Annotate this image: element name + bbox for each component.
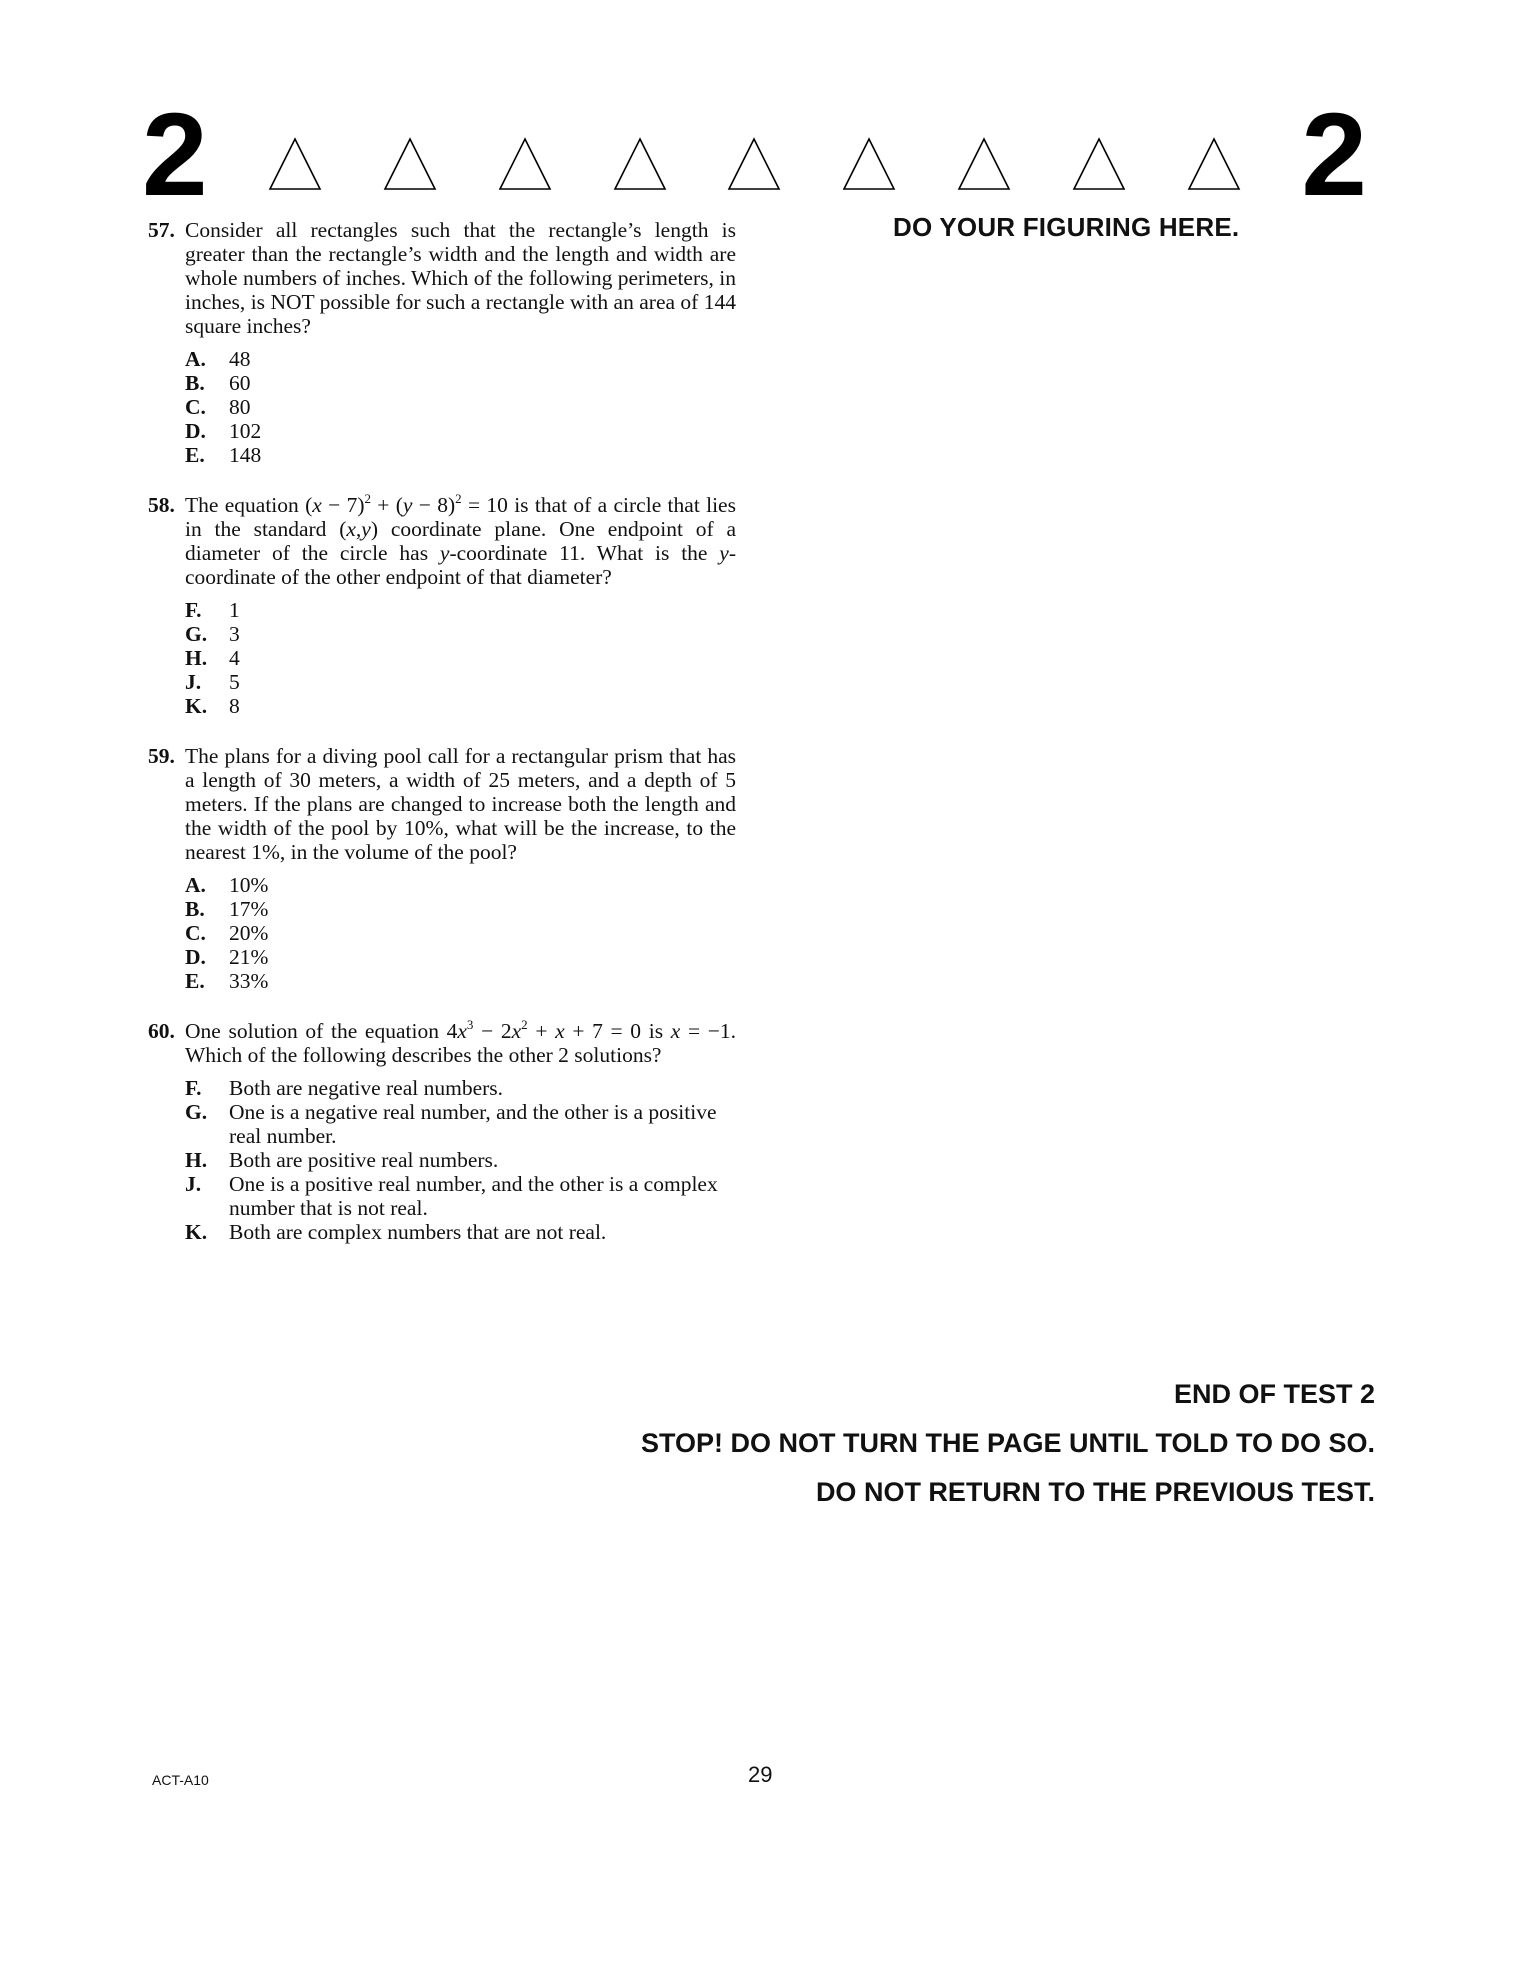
end-of-test-block — [641, 1370, 1375, 1517]
question-number: 58. — [148, 493, 175, 517]
question-stem: One solution of the equation $4x^3 - 2x^2 + x + 7 = 0$ is x = −1. Which of the following describes the other 2 solutions? — [185, 1017, 736, 1067]
answer-option[interactable] — [185, 670, 736, 694]
option-letter: B. — [185, 371, 205, 395]
option-letter: F. — [185, 598, 202, 622]
option-letter: G. — [185, 1100, 208, 1124]
no-return-instruction: DO NOT RETURN TO THE PREVIOUS TEST. — [815, 1477, 1375, 1507]
triangle-outline-icon — [726, 136, 782, 192]
answer-option[interactable] — [185, 371, 736, 395]
section-number-right: 2 — [1301, 89, 1367, 221]
option-letter: A. — [185, 347, 206, 371]
option-text: 8 — [229, 694, 240, 718]
triangle-outline-icon — [612, 136, 668, 192]
option-text: Both are negative real numbers. — [229, 1076, 504, 1100]
answer-options — [185, 347, 736, 467]
option-text: 10% — [229, 873, 269, 897]
form-code: ACT-A10 — [152, 1772, 209, 1788]
option-letter: E. — [185, 443, 205, 467]
answer-option[interactable] — [185, 1220, 736, 1244]
option-text: 48 — [229, 347, 251, 371]
option-text: 80 — [229, 395, 251, 419]
option-text: 21% — [229, 945, 269, 969]
answer-options — [185, 1076, 736, 1244]
option-letter: H. — [185, 1148, 208, 1172]
question-stem: The equation $(x - 7)^2 + (y - 8)^2 = 10$ is that of a circle that lies in the standard (x,y) coordinate plane. One endpoint of a diameter of the circle has y-coordinate 11. What is the y-coordinate of the other endpoint of that diameter? — [185, 491, 737, 589]
option-letter: J. — [185, 670, 202, 694]
answer-option[interactable] — [185, 347, 736, 371]
stop-instruction: STOP! DO NOT TURN THE PAGE UNTIL TOLD TO DO SO. — [640, 1428, 1375, 1458]
question-stem: The plans for a diving pool call for a rectangular prism that has a length of 30 meters, a width of 25 meters, and a depth of 5 meters. If the plans are changed to increase both the length and the width of the pool by 10%, what will be the increase, to the nearest 1%, in the volume of the pool? — [185, 744, 736, 864]
option-text: One is a negative real number, and the other is a positive real number. — [229, 1100, 717, 1148]
option-letter: C. — [185, 921, 206, 945]
answer-options — [185, 598, 736, 718]
answer-option[interactable] — [185, 646, 736, 670]
option-text: 60 — [229, 371, 251, 395]
figuring-label: DO YOUR FIGURING HERE. — [893, 212, 1240, 242]
question-59 — [148, 744, 736, 993]
answer-option[interactable] — [185, 921, 736, 945]
page-header — [142, 89, 1367, 221]
option-text: 102 — [229, 419, 262, 443]
answer-options — [185, 873, 736, 993]
answer-option[interactable] — [185, 1172, 736, 1220]
option-letter: D. — [185, 945, 206, 969]
answer-option[interactable] — [185, 1100, 736, 1148]
question-58 — [148, 493, 736, 718]
option-text: 4 — [229, 646, 240, 670]
answer-option[interactable] — [185, 443, 736, 467]
answer-option[interactable] — [185, 622, 736, 646]
triangle-outline-icon — [1071, 136, 1127, 192]
option-text: 148 — [229, 443, 262, 467]
answer-option[interactable] — [185, 694, 736, 718]
option-letter: J. — [185, 1172, 202, 1196]
answer-option[interactable] — [185, 1076, 736, 1100]
option-text: 5 — [229, 670, 240, 694]
option-text: 20% — [229, 921, 269, 945]
answer-option[interactable] — [185, 395, 736, 419]
triangle-outline-icon — [497, 136, 553, 192]
triangle-outline-icon — [956, 136, 1012, 192]
answer-option[interactable] — [185, 969, 736, 993]
option-text: Both are complex numbers that are not real. — [229, 1220, 607, 1244]
option-letter: E. — [185, 969, 205, 993]
answer-option[interactable] — [185, 1148, 736, 1172]
answer-option[interactable] — [185, 897, 736, 921]
option-text: One is a positive real number, and the other is a complex number that is not real. — [229, 1172, 718, 1220]
question-number: 59. — [148, 744, 175, 768]
option-letter: K. — [185, 1220, 208, 1244]
option-letter: H. — [185, 646, 208, 670]
answer-option[interactable] — [185, 945, 736, 969]
end-of-test-label: END OF TEST 2 — [1173, 1379, 1375, 1409]
option-letter: K. — [185, 694, 208, 718]
triangle-outline-icon — [1186, 136, 1242, 192]
page-number: 29 — [748, 1762, 773, 1787]
option-text: 1 — [229, 598, 240, 622]
question-stem: Consider all rectangles such that the rectangle’s length is greater than the rectangle’s width and the length and width are whole numbers of inches. Which of the following perimeters, in inches, is NOT possible for such a rectangle with an area of 144 square inches? — [185, 218, 736, 338]
triangle-outline-icon — [841, 136, 897, 192]
option-letter: F. — [185, 1076, 202, 1100]
question-57 — [148, 218, 736, 467]
option-letter: C. — [185, 395, 206, 419]
answer-option[interactable] — [185, 873, 736, 897]
option-text: 17% — [229, 897, 269, 921]
option-letter: G. — [185, 622, 208, 646]
option-text: 33% — [229, 969, 269, 993]
question-60 — [148, 1019, 736, 1244]
option-letter: D. — [185, 419, 206, 443]
option-letter: B. — [185, 897, 205, 921]
section-number-left: 2 — [142, 89, 208, 221]
option-text: Both are positive real numbers. — [229, 1148, 499, 1172]
question-number: 57. — [148, 218, 175, 242]
triangle-outline-icon — [382, 136, 438, 192]
answer-option[interactable] — [185, 598, 736, 622]
option-text: 3 — [229, 622, 240, 646]
question-number: 60. — [148, 1019, 175, 1043]
triangle-outline-icon — [267, 136, 323, 192]
answer-option[interactable] — [185, 419, 736, 443]
question-column — [148, 218, 736, 1270]
option-letter: A. — [185, 873, 206, 897]
